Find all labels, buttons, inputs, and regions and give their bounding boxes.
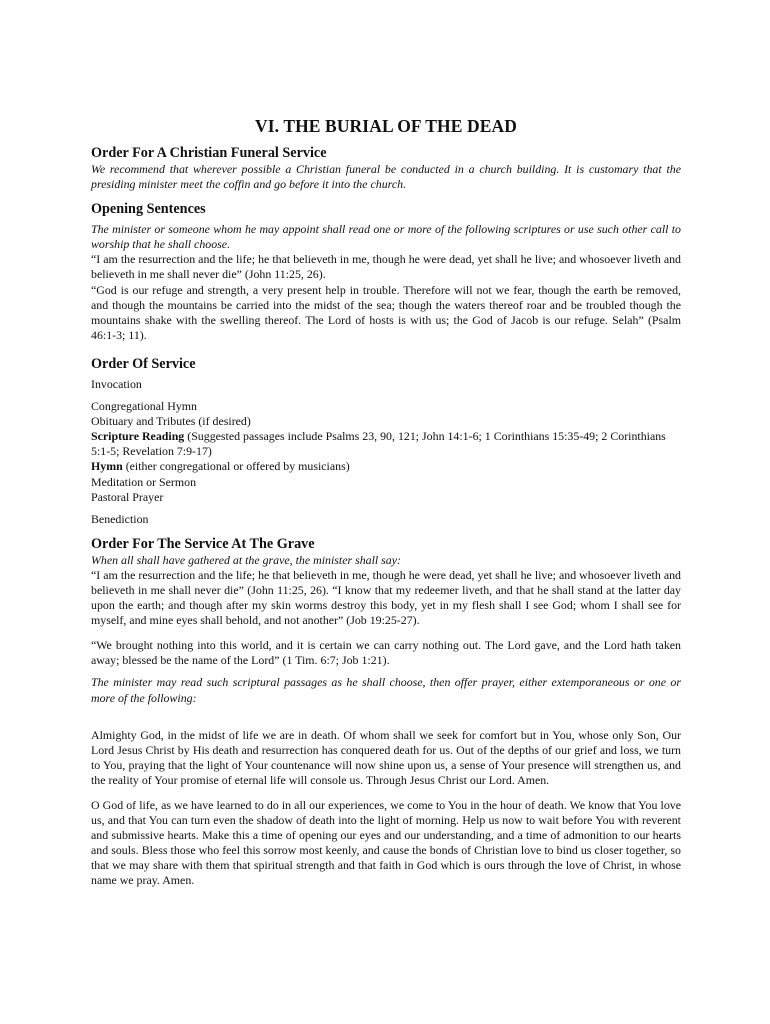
order-obituary: Obituary and Tributes (if desired) [91,414,251,429]
order-pastoral-prayer: Pastoral Prayer [91,489,164,504]
grave-scripture-tim-job: “We brought nothing into this world, and it is certain we can carry nothing out. The Lord gave, and the Lord hath taken away; blessed be the name of the Lord” (1 Tim. 6:7; Job 1:21). [91,638,681,668]
funeral-service-intro: We recommend that wherever possible a Christian funeral be conducted in a church building. It is customary that the presiding minister meet the coffin and go before it into the church. [91,162,681,192]
page-title: VI. THE BURIAL OF THE DEAD [255,116,517,136]
order-hymn [91,459,681,474]
grave-prayer-instruction: The minister may read such scriptural passages as he shall choose, then offer prayer, either extemporaneous or one or more of the following: [91,675,681,705]
opening-scripture-john: “I am the resurrection and the life; he that believeth in me, though he were dead, yet shall he live; and whosoever liveth and believeth in me shall never die” (John 11:25, 26). [91,252,681,282]
grave-prayer-almighty-god: Almighty God, in the midst of life we are in death. Of whom shall we seek for comfort but in You, whose only Son, Our Lord Jesus Christ by His death and resurrection has conquered death for us. Out of the depths of our grief and loss, we turn to You, praying that the light of Your countenance will now shine upon us, a sense of Your presence will strengthen us, and the reality of Your promise of eternal life will console us. Through Jesus Christ our Lord. Amen. [91,727,681,787]
grave-prayer-god-of-life: O God of life, as we have learned to do in all our experiences, we come to You in the hour of death. We know that You love us, and that You can turn even the shadow of death into the light of morning. Help us now to wait before You with reverent and submissive hearts. Make this a time of opening our eyes and our understanding, and a time of admonition to our hearts and souls. Bless those who feel this sorrow most keenly, and cause the bonds of Christian love to bind us closer together, so that we may share with them that spiritual strength and that faith in God which is ours through the love of Christ, in whose name we pray. Amen. [91,798,681,888]
order-benediction: Benediction [91,511,149,526]
order-scripture-reading [91,429,681,459]
order-congregational-hymn: Congregational Hymn [91,399,198,414]
hymn-text: (either congregational or offered by musicians) [122,459,350,474]
document-content [91,116,681,889]
opening-scripture-psalm: “God is our refuge and strength, a very present help in trouble. Therefore will not we fear, though the earth be removed, and though the mountains be carried into the midst of the sea; though the waters thereof roar and be troubled though the mountains shake with the swelling thereof. The Lord of hosts is with us; the God of Jacob is our refuge. Selah” (Psalm 46:1-3; 11). [91,282,681,342]
grave-service-intro: When all shall have gathered at the grave, the minister shall say: [91,552,401,567]
opening-sentences-heading: Opening Sentences [91,201,206,218]
hymn-label: Hymn [91,459,123,474]
funeral-service-heading: Order For A Christian Funeral Service [91,145,327,161]
grave-service-heading: Order For The Service At The Grave [91,535,315,552]
opening-sentences-intro: The minister or someone whom he may appoint shall read one or more of the following scriptures or use such other call to worship that he shall choose. [91,222,681,252]
scripture-reading-text: (Suggested passages include Psalms 23, 90, 121; John 14:1-6; 1 Corinthians 15:35-49; 2 Corinthians 5:1-5; Revelation 7:9-17) [91,429,666,459]
order-invocation: Invocation [91,376,142,391]
scripture-reading-label: Scripture Reading [91,429,185,444]
order-of-service-heading: Order Of Service [91,355,196,372]
grave-scripture-john-job: “I am the resurrection and the life; he that believeth in me, though he were dead, yet shall he live; and whosoever liveth and believeth in me shall never die” (John 11:25, 26). “I know that my redeemer liveth, and that he shall stand at the latter day upon the earth; and though after my skin worms destroy this body, yet in my flesh shall I see God; whom I shall see for myself, and mine eyes shall behold, and not another” (Job 19:25-27). [91,567,681,628]
order-meditation: Meditation or Sermon [91,474,197,489]
